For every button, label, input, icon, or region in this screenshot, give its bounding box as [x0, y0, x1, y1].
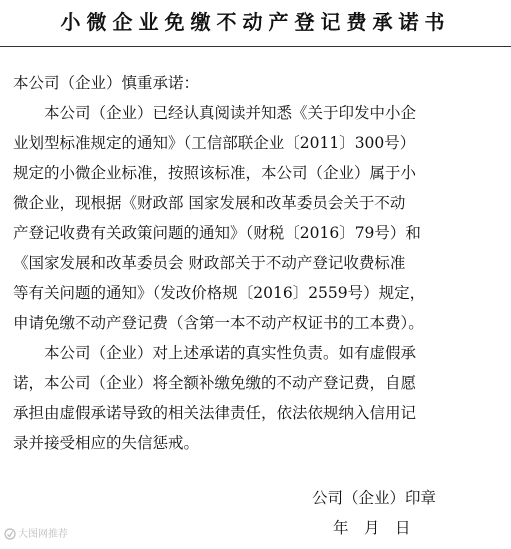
body-line-2: 业划型标准规定的通知》（工信部联企业〔2011〕300号） [13, 134, 416, 152]
body-line-9: 本公司（企业）对上述承诺的真实性负责。如有虚假承 [44, 344, 417, 362]
date-line: 年 月 日 [333, 519, 411, 537]
body-line-4: 微企业，现根据《财政部 国家发展和改革委员会关于不动 [13, 194, 406, 212]
salutation: 本公司（企业）慎重承诺： [13, 74, 200, 92]
body-line-1: 本公司（企业）已经认真阅读并知悉《关于印发中小企 [44, 104, 417, 122]
watermark-text: 大图网推荐 [18, 529, 68, 540]
title-divider [0, 46, 511, 47]
body-line-6: 《国家发展和改革委员会 财政部关于不动产登记收费标准 [13, 254, 406, 272]
body-line-3: 规定的小微企业标准，按照该标准，本公司（企业）属于小 [13, 164, 417, 182]
signature-seal-line: 公司（企业）印章 [312, 489, 437, 507]
body-line-8: 申请免缴不动产登记费（含第一本不动产权证书的工本费）。 [13, 314, 424, 332]
body-line-11: 承担由虚假承诺导致的相关法律责任，依法依规纳入信用记 [13, 404, 417, 422]
document-title: 小微企业免缴不动产登记费承诺书 [60, 10, 451, 34]
watermark-logo-icon [4, 528, 16, 540]
body-line-7: 等有关问题的通知》（发改价格规〔2016〕2559号）规定， [13, 284, 426, 302]
body-line-5: 产登记收费有关政策问题的通知》（财税〔2016〕79号）和 [13, 224, 421, 242]
body-line-10: 诺，本公司（企业）将全额补缴免缴的不动产登记费，自愿 [13, 374, 417, 392]
body-line-12: 录并接受相应的失信惩戒。 [13, 434, 200, 452]
watermark [4, 525, 68, 540]
